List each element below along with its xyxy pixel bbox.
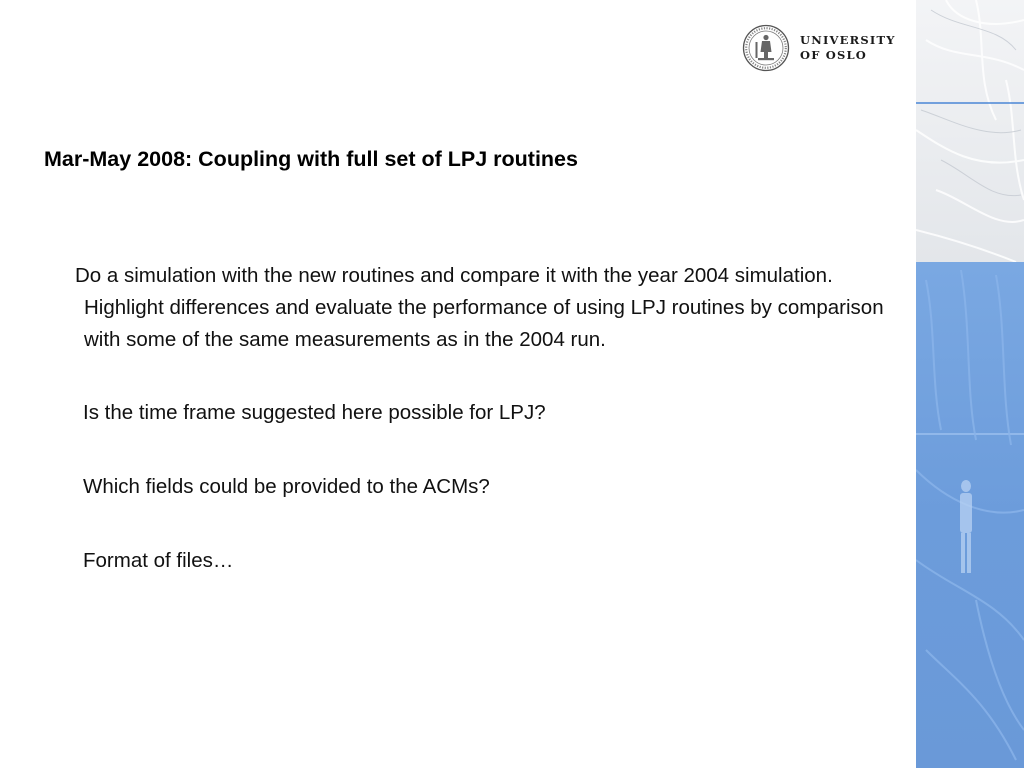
university-name — [800, 33, 896, 63]
university-seal-icon — [742, 24, 790, 72]
slide-body — [62, 260, 892, 577]
body-paragraph-1: Do a simulation with the new routines and compare it with the year 2004 simulation. Highlight differences and evaluate the performance of using LPJ routines by comparison with some of the same measurements as in the 2004 run. — [75, 264, 884, 351]
university-name-line-2: OF OSLO — [800, 48, 868, 62]
university-name-line-1: UNIVERSITY — [800, 33, 896, 47]
decorative-side-strip — [916, 0, 1024, 768]
body-paragraph-4: Format of files… — [83, 549, 234, 572]
body-paragraph-2: Is the time frame suggested here possible for LPJ? — [83, 401, 546, 424]
slide-title: Mar-May 2008: Coupling with full set of LPJ routines — [44, 147, 578, 171]
university-logo — [742, 24, 902, 74]
body-paragraph-3: Which fields could be provided to the ACMs? — [83, 475, 490, 498]
